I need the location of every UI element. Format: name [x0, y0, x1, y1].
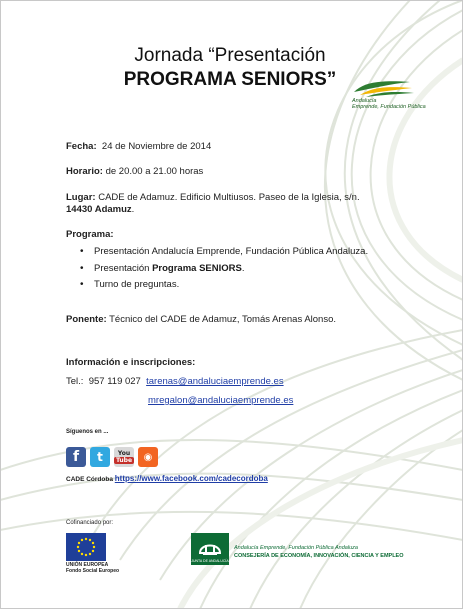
- title-line-1: Jornada “Presentación: [134, 45, 326, 66]
- cade-label: CADE Córdoba: [66, 476, 113, 483]
- ponente-label: Ponente:: [66, 314, 107, 325]
- junta-caption-line1: Andalucía Emprende, Fundación Pública Andaluza: [234, 545, 358, 551]
- andalucia-emprende-logo: [350, 78, 426, 112]
- rss-glyph: ◉: [143, 451, 153, 463]
- lugar-end: .: [131, 204, 135, 215]
- logo-wings-icon: [350, 78, 416, 98]
- twitter-icon[interactable]: [90, 447, 110, 467]
- twitter-glyph: t: [97, 450, 103, 464]
- programa-label: Programa:: [66, 229, 114, 240]
- email-line-2: [148, 395, 293, 406]
- youtube-you: You: [117, 450, 131, 457]
- eu-flag-logo: [66, 533, 106, 561]
- logo-caption-line2: Emprende, Fundación Pública: [352, 104, 426, 110]
- cofinanciado-label: Cofinanciado por:: [66, 520, 114, 526]
- junta-andalucia-logo: [191, 533, 229, 565]
- youtube-icon[interactable]: [114, 447, 134, 467]
- programa-list: [80, 244, 368, 294]
- facebook-icon[interactable]: [66, 447, 86, 467]
- fecha-value: 24 de Noviembre de 2014: [101, 141, 212, 152]
- eu-caption: [66, 562, 119, 574]
- programa-item-2-prefix: Presentación: [94, 262, 153, 274]
- junta-caption: [234, 544, 404, 560]
- ponente-value: Técnico del CADE de Adamuz, Tomás Arenas Alonso.: [109, 314, 337, 325]
- junta-logo-caption: JUNTA DE ANDALUCÍA: [191, 559, 229, 563]
- lugar-postal: 14430 Adamuz: [66, 204, 132, 215]
- email-mregalon-link[interactable]: mregalon@andaluciaemprende.es: [148, 395, 294, 406]
- programa-item-1: [80, 244, 368, 261]
- fecha-line: [66, 141, 211, 152]
- tel-value: 957 119 027: [88, 376, 141, 387]
- horario-value: de 20.00 a 21.00 horas: [105, 166, 204, 177]
- lugar-postal-line: [66, 204, 134, 215]
- programa-item-3-text: Turno de preguntas.: [94, 279, 180, 290]
- cade-facebook-link[interactable]: https://www.facebook.com/cadecordoba: [114, 474, 268, 483]
- junta-caption-line2: CONSEJERÍA DE ECONOMÍA, INNOVACIÓN, CIENCIA Y EMPLEO: [234, 553, 404, 559]
- logo-caption-line1: Andalucía: [352, 98, 377, 104]
- cade-facebook-line: [66, 474, 268, 483]
- lugar-line: [66, 192, 360, 203]
- lugar-value: CADE de Adamuz. Edificio Multiusos. Paseo de la Iglesia, s/n.: [98, 192, 360, 203]
- ponente-line: [66, 314, 336, 325]
- programa-item-2-bold: Programa SENIORS: [152, 262, 242, 274]
- programa-item-3: [80, 277, 368, 294]
- rss-icon[interactable]: [138, 447, 158, 467]
- eu-caption-line1: UNIÓN EUROPEA: [66, 562, 109, 568]
- junta-emblem-icon: [191, 533, 229, 565]
- eu-caption-line2: Fondo Social Europeo: [66, 568, 120, 574]
- horario-label: Horario:: [66, 166, 103, 177]
- siguenos-label: Síguenos en ...: [66, 429, 109, 435]
- youtube-tube: Tube: [115, 457, 133, 464]
- lugar-label: Lugar:: [66, 192, 96, 203]
- logo-caption: [352, 98, 426, 110]
- programa-item-2: [80, 261, 368, 278]
- programa-item-2-suffix: .: [241, 262, 245, 274]
- programa-item-1-text: Presentación Andalucía Emprende, Fundación Pública Andaluza.: [94, 246, 369, 257]
- fecha-label: Fecha:: [66, 141, 97, 152]
- email-tarenas-link[interactable]: tarenas@andaluciaemprende.es: [146, 376, 284, 387]
- eu-stars-icon: [66, 533, 106, 561]
- facebook-glyph: f: [72, 449, 80, 465]
- tel-label: Tel.:: [66, 376, 84, 387]
- contacto-heading: Información e inscripciones:: [66, 357, 196, 368]
- horario-line: [66, 166, 203, 177]
- title-line-2: PROGRAMA SENIORS”: [123, 69, 337, 90]
- telefono-line: [66, 376, 284, 387]
